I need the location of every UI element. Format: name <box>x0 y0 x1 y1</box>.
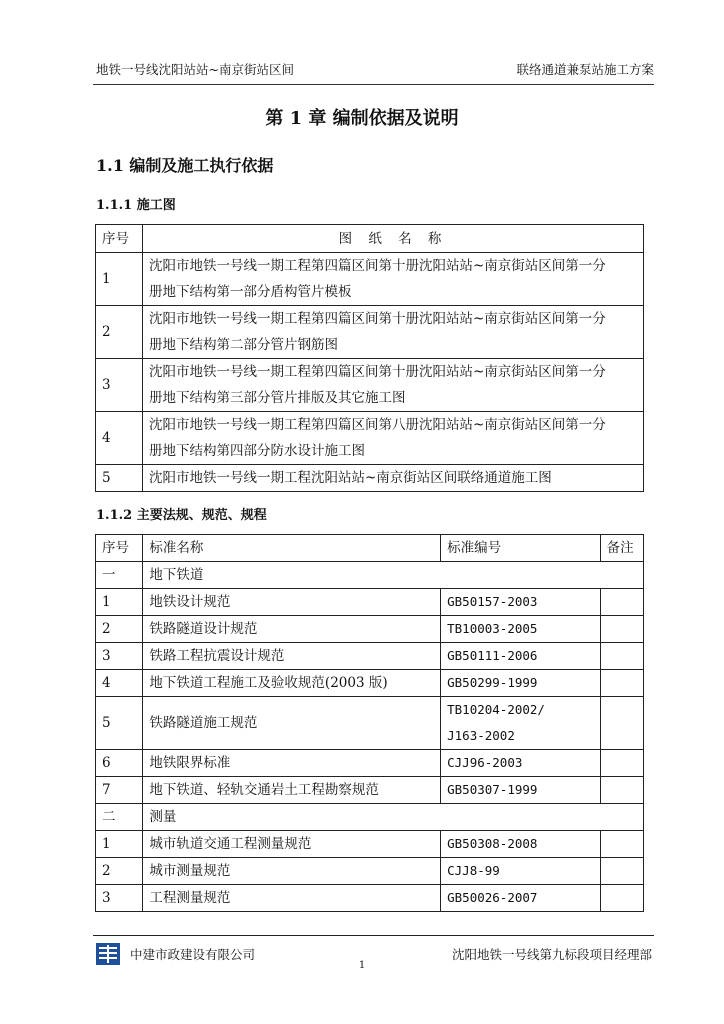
row-no: 1 <box>96 253 143 306</box>
name-line-1: 沈阳市地铁一号线一期工程第四篇区间第十册沈阳站站~南京街站区间第一分 <box>149 311 606 327</box>
row-no: 7 <box>96 777 143 804</box>
footer-company: 中建市政建设有限公司 <box>130 947 256 962</box>
row-standard-code: GB50111-2006 <box>441 643 600 670</box>
name-line-1: 沈阳市地铁一号线一期工程第四篇区间第八册沈阳站站~南京街站区间第一分 <box>149 417 606 433</box>
table-header-row <box>96 225 644 253</box>
section-heading-1-1: 1.1 编制及施工执行依据 <box>96 156 274 175</box>
row-remarks <box>600 750 643 777</box>
row-standard-code: GB50308-2008 <box>441 831 600 858</box>
row-drawing-name: 沈阳市地铁一号线一期工程沈阳站站~南京街站区间联络通道施工图 <box>143 465 644 492</box>
row-standard-name: 城市轨道交通工程测量规范 <box>143 831 441 858</box>
section-heading-1-1-2: 1.1.2 主要法规、规范、规程 <box>96 508 267 523</box>
name-line-2: 册地下结构第二部分管片钢筋图 <box>149 337 338 353</box>
row-no: 6 <box>96 750 143 777</box>
table-row <box>96 253 644 306</box>
section-heading-1-1-1: 1.1.1 施工图 <box>96 198 176 213</box>
drawings-table <box>95 224 644 492</box>
row-standard-code: GB50299-1999 <box>441 670 600 697</box>
name-line-2: 册地下结构第一部分盾构管片模板 <box>149 284 352 300</box>
row-standard-name: 城市测量规范 <box>143 858 441 885</box>
table-row <box>96 858 644 885</box>
row-no: 3 <box>96 643 143 670</box>
row-remarks <box>600 697 643 750</box>
row-no: 2 <box>96 858 143 885</box>
row-no: 4 <box>96 412 143 465</box>
row-drawing-name <box>143 306 644 359</box>
row-standard-name: 地下铁道、轻轨交通岩土工程勘察规范 <box>143 777 441 804</box>
row-drawing-name <box>143 412 644 465</box>
row-remarks <box>600 885 643 912</box>
table-row <box>96 670 644 697</box>
table-row <box>96 831 644 858</box>
row-standard-code: GB50157-2003 <box>441 589 600 616</box>
header-left: 地铁一号线沈阳站站~南京街站区间 <box>96 62 294 77</box>
col-header-standard-name: 标准名称 <box>143 535 441 562</box>
table-row <box>96 750 644 777</box>
name-line-1: 沈阳市地铁一号线一期工程第四篇区间第十册沈阳站站~南京街站区间第一分 <box>149 364 606 380</box>
table-row <box>96 306 644 359</box>
table-row <box>96 643 644 670</box>
group-row <box>96 804 644 831</box>
row-standard-code: CJJ96-2003 <box>441 750 600 777</box>
row-no: 3 <box>96 885 143 912</box>
col-header-drawing-name: 图 纸 名 称 <box>143 225 644 253</box>
row-no: 4 <box>96 670 143 697</box>
row-no: 2 <box>96 616 143 643</box>
row-no: 3 <box>96 359 143 412</box>
standards-table <box>95 534 644 912</box>
row-standard-name: 地铁设计规范 <box>143 589 441 616</box>
col-header-remarks: 备注 <box>600 535 643 562</box>
row-remarks <box>600 831 643 858</box>
footer-project-dept: 沈阳地铁一号线第九标段项目经理部 <box>451 947 652 962</box>
footer-divider <box>93 935 654 936</box>
row-no: 1 <box>96 831 143 858</box>
table-row <box>96 777 644 804</box>
group-name: 地下铁道 <box>143 562 644 589</box>
name-line-1: 沈阳市地铁一号线一期工程第四篇区间第十册沈阳站站~南京街站区间第一分 <box>149 258 606 274</box>
group-no: 一 <box>96 562 143 589</box>
row-standard-name: 地铁限界标准 <box>143 750 441 777</box>
table-row <box>96 412 644 465</box>
row-no: 5 <box>96 697 143 750</box>
row-remarks <box>600 777 643 804</box>
table-row <box>96 885 644 912</box>
col-header-standard-code: 标准编号 <box>441 535 600 562</box>
group-row <box>96 562 644 589</box>
row-no: 5 <box>96 465 143 492</box>
row-no: 2 <box>96 306 143 359</box>
header-divider <box>93 84 654 85</box>
row-remarks <box>600 616 643 643</box>
row-standard-name: 工程测量规范 <box>143 885 441 912</box>
row-drawing-name <box>143 253 644 306</box>
table-header-row <box>96 535 644 562</box>
row-standard-name: 铁路隧道施工规范 <box>143 697 441 750</box>
row-standard-code <box>441 697 600 750</box>
table-row <box>96 465 644 492</box>
table-row <box>96 697 644 750</box>
group-no: 二 <box>96 804 143 831</box>
row-remarks <box>600 670 643 697</box>
row-standard-code: CJJ8-99 <box>441 858 600 885</box>
row-remarks <box>600 858 643 885</box>
code-line-2: J163-2002 <box>447 728 515 743</box>
row-standard-name: 铁路工程抗震设计规范 <box>143 643 441 670</box>
page-number: 1 <box>358 960 366 971</box>
code-line-1: TB10204-2002/ <box>447 702 545 717</box>
col-header-no: 序号 <box>96 225 143 253</box>
table-row <box>96 589 644 616</box>
name-line-2: 册地下结构第三部分管片排版及其它施工图 <box>149 390 406 406</box>
table-row <box>96 616 644 643</box>
row-remarks <box>600 643 643 670</box>
chapter-title: 第 1 章 编制依据及说明 <box>265 108 459 129</box>
table-row <box>96 359 644 412</box>
row-remarks <box>600 589 643 616</box>
row-drawing-name <box>143 359 644 412</box>
header-right: 联络通道兼泵站施工方案 <box>516 62 654 77</box>
row-standard-name: 地下铁道工程施工及验收规范(2003 版) <box>143 670 441 697</box>
group-name: 测量 <box>143 804 644 831</box>
row-standard-code: GB50307-1999 <box>441 777 600 804</box>
row-standard-code: TB10003-2005 <box>441 616 600 643</box>
row-standard-name: 铁路隧道设计规范 <box>143 616 441 643</box>
row-no: 1 <box>96 589 143 616</box>
row-standard-code: GB50026-2007 <box>441 885 600 912</box>
col-header-no: 序号 <box>96 535 143 562</box>
name-line-2: 册地下结构第四部分防水设计施工图 <box>149 443 365 459</box>
